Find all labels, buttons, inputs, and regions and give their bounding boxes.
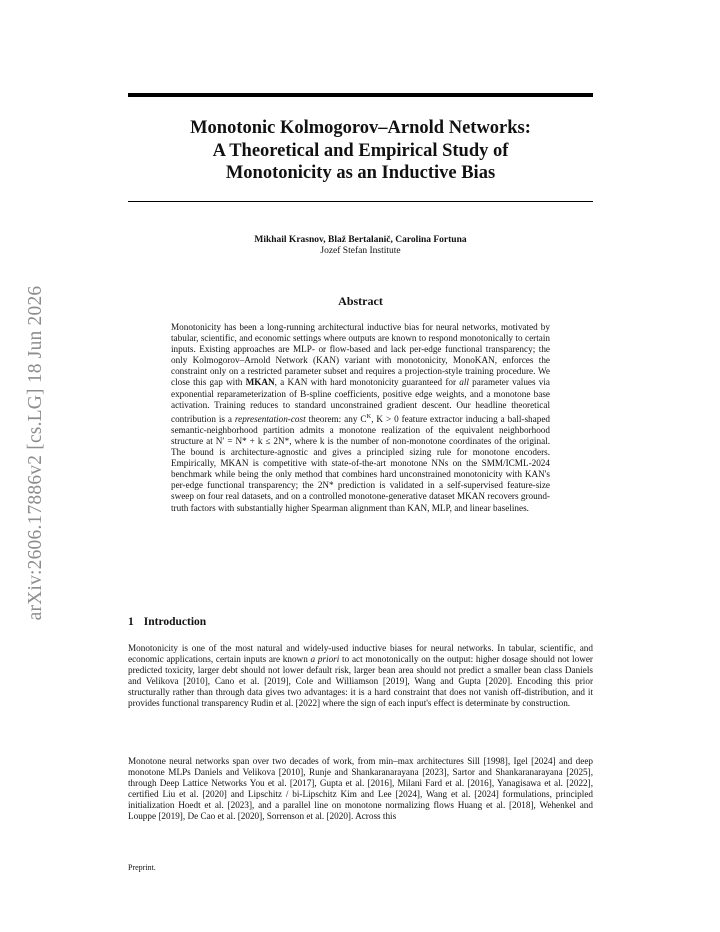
abstract-mkan-bold: MKAN: [245, 377, 275, 388]
title-line-2: A Theoretical and Empirical Study of: [212, 140, 509, 161]
abstract-heading: Abstract: [338, 294, 383, 308]
arxiv-identifier-stamp: arXiv:2606.17886v2 [cs.LG] 18 Jun 2026: [25, 285, 46, 621]
intro-paragraph-1: [128, 643, 593, 710]
intro-a-priori-italic: a priori: [310, 654, 340, 665]
abstract-text: Monotonicity has been a long-running architectural inductive bias for neural networks, motivated by tabular, scientific, and economic settings where outputs are known to respond monotonically to certain inputs. Existing approaches are MLP- or flow-based and lack per-edge functional transparency; the only Kolmogorov–Arnold Network (KAN) variant with monotonicity, MonoKAN, enforces the constraint only on a restricted parameter subset and requires a projection-style training procedure. We close this gap with: [171, 322, 550, 388]
author-list: Mikhail Krasnov, Blaž Bertalanič, Carolina Fortuna: [254, 235, 467, 245]
title-line-1: Monotonic Kolmogorov–Arnold Networks:: [190, 118, 531, 138]
section-title: Introduction: [143, 616, 207, 628]
abstract-body: [171, 322, 550, 514]
abstract-all-italic: all: [459, 377, 469, 388]
preprint-footer: Preprint.: [128, 863, 156, 872]
paper-title: [128, 117, 593, 185]
abstract-text: , a KAN with hard monotonicity guaranteed for: [274, 377, 460, 388]
title-bottom-rule: [128, 201, 593, 202]
intro-text: Monotonicity is one of the most natural and widely-used inductive biases for neural networks. In tabular, scientific, and economic applications, certain inputs are known: [128, 643, 593, 665]
abstract-text: theorem: any C: [305, 413, 367, 424]
title-line-3: Monotonicity as an Inductive Bias: [225, 163, 496, 183]
abstract-text: , K > 0 feature extractor inducing a ball-shaped semantic-neighborhood partition admits a monotone realization of the equivalent neighborhood structure at N′ = N* + k ≤ 2N*, where k is the number of non-monotone coordinates of the original. The bound is architecture-agnostic and gives a principled sizing rule for monotone encoders. Empirically, MKAN is competitive with state-of-the-art monotone NNs on the SMM/ICML-2024 benchmark while being the only method that combines hard unconstrained monotonicity with KAN's per-edge functional transparency; the 2N* prediction is validated in a self-supervised feature-size sweep on four real datasets, and on a controlled monotone-generative dataset MKAN recovers ground-truth factors with substantially higher Spearman alignment than KAN, MLP, and linear baselines.: [171, 413, 550, 513]
abstract-superscript-k: K: [366, 412, 372, 420]
abstract-representation-cost-italic: representation-cost: [234, 413, 306, 424]
abstract-text: parameter values via exponential reparameterization of B-spline coefficients, positive edge weights, and a monotone base activation. Training reduces to standard unconstrained gradient descent. Our headline theoretical contribution is a: [171, 377, 550, 424]
title-top-rule: [128, 93, 593, 97]
section-number: 1: [128, 616, 134, 628]
intro-text: to act monotonically on the output: higher dosage should not lower predicted toxicity, larger debt should not lower default risk, larger bean area should not predict a smaller bean class Daniels and Velikova [2010], Cano et al. [2019], Cole and Williamson [2019], Wang and Gupta [2020]. Encoding this prior structurally rather than through data gives two advantages: it is a hard constraint that does not vanish off-distribution, and it provides functional transparency Rudin et al. [2022] where the sign of each input's effect is determinate by construction.: [128, 654, 593, 709]
section-heading-introduction: [128, 616, 206, 628]
intro-paragraph-2: Monotone neural networks span over two decades of work, from min–max architectures Sill [1998], Igel [2024] and deep monotone MLPs Daniels and Velikova [2010], Runje and Shankaranarayana [2023], Sartor and Shankaranarayana [2025], through Deep Lattice Networks You et al. [2017], Gupta et al. [2016], Milani Fard et al. [2016], Yanagisawa et al. [2022], certified Liu et al. [2020] and Lipschitz / bi-Lipschitz Kim and Lee [2024], Wang et al. [2024] formulations, principled initialization Hoedt et al. [2023], and a parallel line on monotone normalizing flows Huang et al. [2018], Wehenkel and Louppe [2019], De Cao et al. [2020], Sorrenson et al. [2020]. Across this: [128, 756, 593, 822]
affiliation: Jozef Stefan Institute: [320, 246, 401, 256]
